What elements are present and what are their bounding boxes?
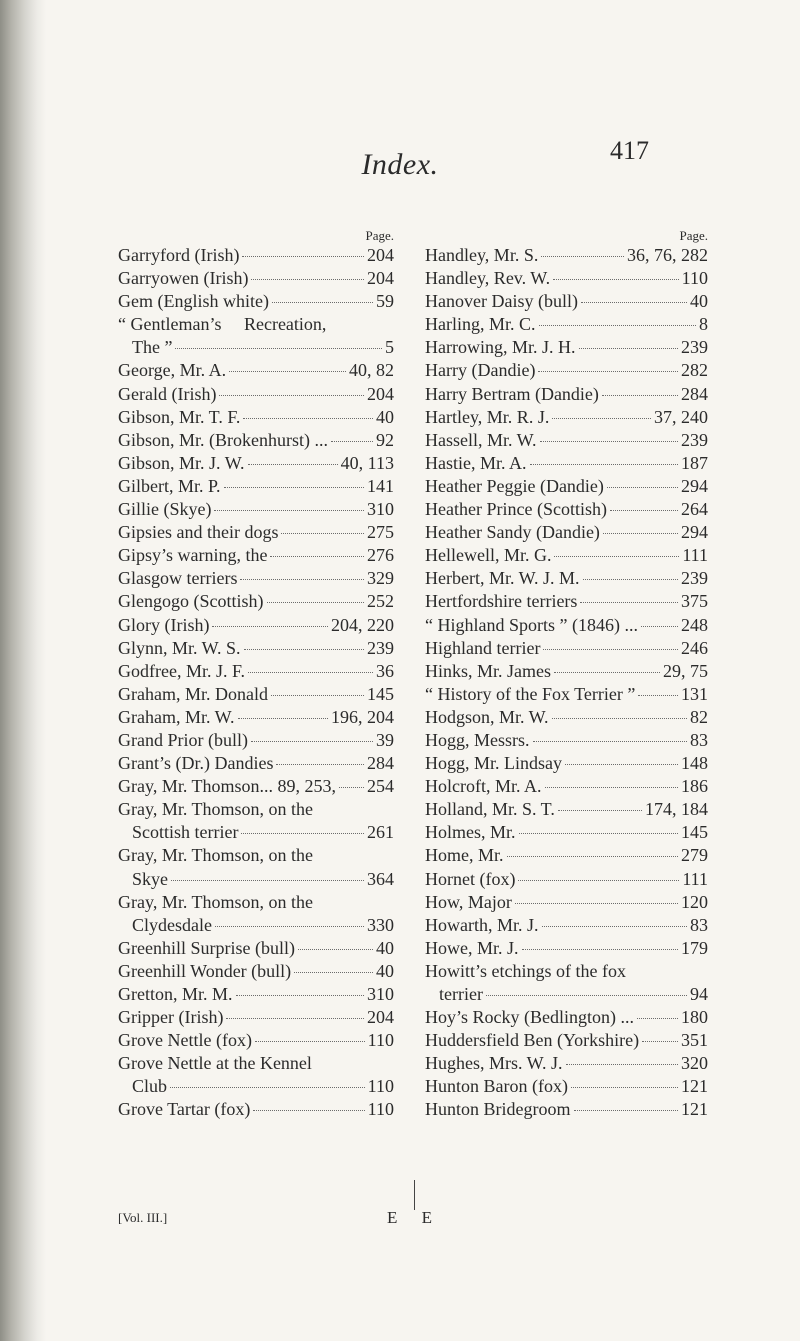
- dot-leader: [580, 602, 678, 603]
- dot-leader: [331, 441, 373, 442]
- index-entry: [425, 452, 708, 475]
- entry-pages: 110: [367, 1099, 394, 1120]
- index-entry: [425, 567, 708, 590]
- dot-leader: [540, 441, 678, 442]
- entry-name: Heather Prince (Scottish): [425, 499, 607, 520]
- entry-name: Hogg, Mr. Lindsay: [425, 753, 562, 774]
- entry-name: Hinks, Mr. James: [425, 660, 551, 681]
- index-entry: [425, 336, 708, 359]
- entry-name: Grove Tartar (fox): [118, 1099, 251, 1120]
- entry-name: Harry (Dandie): [425, 360, 536, 381]
- dot-leader: [175, 348, 382, 349]
- dot-leader: [271, 695, 364, 696]
- entry-pages: 40, 113: [340, 452, 394, 473]
- dot-leader: [571, 1087, 678, 1088]
- index-entry: [118, 567, 394, 590]
- entry-pages: 120: [681, 891, 708, 912]
- entry-name: Glengogo (Scottish): [118, 591, 264, 612]
- entry-pages: 59: [376, 291, 394, 312]
- entry-name: Howitt’s etchings of the fox: [425, 960, 626, 981]
- index-entry: [425, 290, 708, 313]
- index-entry: [118, 614, 394, 637]
- index-entry: [118, 960, 394, 983]
- entry-pages: 284: [367, 753, 394, 774]
- entry-pages: 145: [681, 822, 708, 843]
- dot-leader: [212, 626, 328, 627]
- dot-leader: [574, 1110, 679, 1111]
- entry-name: Greenhill Wonder (bull): [118, 960, 292, 981]
- entry-name: Hughes, Mrs. W. J.: [425, 1053, 563, 1074]
- index-entry: [118, 544, 394, 567]
- dot-leader: [637, 1018, 678, 1019]
- entry-pages: 254: [367, 776, 394, 797]
- entry-name: Hanover Daisy (bull): [425, 291, 578, 312]
- dot-leader: [240, 579, 364, 580]
- dot-leader: [507, 856, 679, 857]
- index-entry: [425, 752, 708, 775]
- index-entry: [118, 1029, 394, 1052]
- dot-leader: [229, 371, 346, 372]
- index-entry: [118, 729, 394, 752]
- dot-leader: [242, 256, 364, 257]
- entry-pages: 121: [681, 1099, 708, 1120]
- entry-pages: 145: [367, 683, 394, 704]
- index-entry: [118, 267, 394, 290]
- entry-pages: 284: [681, 383, 708, 404]
- dot-leader: [541, 256, 624, 257]
- index-column-right: [425, 227, 708, 1122]
- index-entry: [425, 660, 708, 683]
- entry-pages: 320: [681, 1053, 708, 1074]
- index-entry: [118, 660, 394, 683]
- entry-name: Handley, Mr. S.: [425, 245, 539, 265]
- index-entry: [425, 1006, 708, 1029]
- entry-name: Grove Nettle at the Kennel: [118, 1053, 312, 1074]
- entry-name: Hunton Baron (fox): [425, 1076, 568, 1097]
- dot-leader: [248, 672, 373, 673]
- entry-pages: 186: [681, 776, 708, 797]
- dot-leader: [553, 279, 679, 280]
- entry-name: “ Gentleman’s Recreation,: [118, 314, 327, 335]
- entry-name: Garryowen (Irish): [118, 268, 249, 289]
- dot-leader: [255, 1041, 365, 1042]
- entry-pages: 375: [681, 591, 708, 612]
- entry-name: The ”: [132, 337, 173, 358]
- entry-name: Heather Sandy (Dandie): [425, 522, 600, 543]
- index-entry-list: [118, 244, 394, 1122]
- index-entry: [118, 1006, 394, 1029]
- entry-name: Herbert, Mr. W. J. M.: [425, 568, 580, 589]
- index-entry: [118, 798, 394, 844]
- entry-pages: 121: [681, 1076, 708, 1097]
- entry-pages: 110: [367, 1030, 394, 1051]
- index-entry: [425, 614, 708, 637]
- entry-pages: 36: [376, 660, 394, 681]
- entry-name: Holmes, Mr.: [425, 822, 516, 843]
- index-entry: [425, 1052, 708, 1075]
- dot-leader: [538, 371, 678, 372]
- page-column-label: Page.: [365, 228, 394, 243]
- dot-leader: [539, 325, 697, 326]
- entry-name: Godfree, Mr. J. F.: [118, 660, 246, 681]
- dot-leader: [244, 649, 364, 650]
- dot-leader: [530, 464, 679, 465]
- entry-name: Hellewell, Mr. G.: [425, 545, 552, 566]
- dot-leader: [542, 926, 688, 927]
- entry-name: Glynn, Mr. W. S.: [118, 637, 241, 658]
- entry-pages: 239: [367, 637, 394, 658]
- entry-name: Gray, Mr. Thomson... 89, 253,: [118, 776, 336, 797]
- entry-pages: 40: [690, 291, 708, 312]
- index-entry: [425, 798, 708, 821]
- entry-name: Hodgson, Mr. W.: [425, 706, 549, 727]
- entry-pages: 239: [681, 337, 708, 358]
- dot-leader: [533, 741, 687, 742]
- dot-leader: [294, 972, 373, 973]
- index-entry: [118, 521, 394, 544]
- index-entry: [118, 983, 394, 1006]
- entry-pages: 264: [681, 499, 708, 520]
- entry-name: Gripper (Irish): [118, 1007, 224, 1028]
- index-column-left: [118, 227, 394, 1122]
- entry-name: Gipsies and their dogs: [118, 522, 279, 543]
- entry-pages: 94: [690, 984, 708, 1004]
- index-entry: [118, 313, 394, 359]
- dot-leader: [610, 510, 678, 511]
- index-entry: [425, 590, 708, 613]
- entry-pages: 131: [681, 683, 708, 704]
- index-entry: [118, 1098, 394, 1121]
- dot-leader: [214, 510, 364, 511]
- entry-name: Howarth, Mr. J.: [425, 914, 539, 935]
- entry-pages: 8: [699, 314, 708, 335]
- dot-leader: [552, 718, 687, 719]
- dot-leader: [251, 279, 364, 280]
- index-entry: [425, 683, 708, 706]
- entry-name: Glory (Irish): [118, 614, 210, 635]
- dot-leader: [558, 810, 642, 811]
- dot-leader: [251, 741, 373, 742]
- index-entry: [118, 683, 394, 706]
- page-edge-shadow: [0, 0, 46, 1341]
- dot-leader: [170, 1087, 365, 1088]
- entry-pages: 261: [367, 822, 394, 843]
- dot-leader: [253, 1110, 364, 1111]
- entry-pages: 196, 204: [331, 706, 394, 727]
- entry-name: Hoy’s Rocky (Bedlington) ...: [425, 1007, 634, 1028]
- entry-pages: 174, 184: [645, 799, 708, 820]
- entry-name: Holcroft, Mr. A.: [425, 776, 542, 797]
- index-entry: [425, 313, 708, 336]
- index-entry: [425, 498, 708, 521]
- entry-name: Hastie, Mr. A.: [425, 452, 527, 473]
- entry-pages: 279: [681, 845, 708, 866]
- dot-leader: [276, 764, 364, 765]
- index-entry: [425, 383, 708, 406]
- entry-name: Skye: [132, 868, 168, 889]
- entry-pages: 110: [681, 268, 708, 289]
- entry-name: Heather Peggie (Dandie): [425, 475, 604, 496]
- entry-pages: 239: [681, 568, 708, 589]
- entry-name: Huddersfield Ben (Yorkshire): [425, 1030, 640, 1051]
- index-entry: [425, 267, 708, 290]
- entry-name: Gretton, Mr. M.: [118, 984, 233, 1004]
- index-entry: [425, 475, 708, 498]
- dot-leader: [565, 764, 678, 765]
- entry-pages: 40: [376, 960, 394, 981]
- entry-pages: 204: [367, 268, 394, 289]
- entry-pages: 39: [376, 729, 394, 750]
- entry-name: Grant’s (Dr.) Dandies: [118, 753, 274, 774]
- index-entry: [425, 937, 708, 960]
- entry-name: terrier: [439, 984, 483, 1004]
- entry-name: Home, Mr.: [425, 845, 504, 866]
- index-entry: [118, 383, 394, 406]
- index-entry: [118, 844, 394, 890]
- entry-pages: 276: [367, 545, 394, 566]
- dot-leader: [215, 926, 364, 927]
- entry-name: Gerald (Irish): [118, 383, 217, 404]
- entry-pages: 29, 75: [663, 660, 708, 681]
- entry-name: Gilbert, Mr. P.: [118, 475, 221, 496]
- dot-leader: [603, 533, 678, 534]
- index-entry: [425, 706, 708, 729]
- index-entry: [118, 498, 394, 521]
- index-entry: [118, 937, 394, 960]
- entry-pages: 204: [367, 1007, 394, 1028]
- index-entry: [425, 544, 708, 567]
- index-entry: [425, 406, 708, 429]
- entry-pages: 329: [367, 568, 394, 589]
- entry-name: Gipsy’s warning, the: [118, 545, 268, 566]
- entry-name: Gibson, Mr. T. F.: [118, 406, 241, 427]
- page-title: Index.: [361, 148, 439, 181]
- entry-name: Howe, Mr. J.: [425, 937, 519, 958]
- entry-pages: 82: [690, 706, 708, 727]
- entry-name: Hornet (fox): [425, 868, 516, 889]
- index-entry: [425, 960, 708, 1006]
- entry-name: Hassell, Mr. W.: [425, 429, 537, 450]
- dot-leader: [579, 348, 679, 349]
- entry-pages: 141: [367, 475, 394, 496]
- page-column-label: Page.: [679, 228, 708, 243]
- entry-name: Hogg, Messrs.: [425, 729, 530, 750]
- index-entry: [425, 521, 708, 544]
- dot-leader: [554, 556, 679, 557]
- dot-leader: [642, 1041, 678, 1042]
- entry-name: Gibson, Mr. J. W.: [118, 452, 245, 473]
- index-entry: [118, 637, 394, 660]
- entry-pages: 180: [681, 1007, 708, 1028]
- entry-name: Scottish terrier: [132, 822, 239, 843]
- entry-name: Harry Bertram (Dandie): [425, 383, 599, 404]
- entry-name: Gillie (Skye): [118, 499, 212, 520]
- index-entry: [425, 821, 708, 844]
- dot-leader: [270, 556, 364, 557]
- entry-pages: 204: [367, 383, 394, 404]
- index-entry: [425, 868, 708, 891]
- index-entry: [118, 429, 394, 452]
- entry-pages: 111: [682, 868, 708, 889]
- entry-name: Garryford (Irish): [118, 245, 240, 265]
- index-entry: [118, 752, 394, 775]
- entry-name: How, Major: [425, 891, 512, 912]
- entry-name: Gray, Mr. Thomson, on the: [118, 891, 313, 912]
- index-entry: [118, 359, 394, 382]
- entry-pages: 110: [367, 1076, 394, 1097]
- entry-name: Grand Prior (bull): [118, 729, 248, 750]
- dot-leader: [641, 626, 678, 627]
- dot-leader: [224, 487, 364, 488]
- index-entry: [425, 775, 708, 798]
- entry-pages: 36, 76, 282: [627, 245, 708, 265]
- dot-leader: [267, 602, 365, 603]
- entry-name: “ History of the Fox Terrier ”: [425, 683, 636, 704]
- entry-pages: 294: [681, 475, 708, 496]
- index-entry: [118, 290, 394, 313]
- entry-name: Harrowing, Mr. J. H.: [425, 337, 576, 358]
- entry-pages: 310: [367, 499, 394, 520]
- entry-pages: 40: [376, 937, 394, 958]
- index-entry: [425, 729, 708, 752]
- entry-pages: 294: [681, 522, 708, 543]
- dot-leader: [281, 533, 364, 534]
- dot-leader: [171, 880, 364, 881]
- entry-name: Gray, Mr. Thomson, on the: [118, 845, 313, 866]
- entry-name: Clydesdale: [132, 914, 212, 935]
- entry-name: Hunton Bridegroom: [425, 1099, 571, 1120]
- index-entry: [425, 429, 708, 452]
- entry-pages: 37, 240: [654, 406, 708, 427]
- dot-leader: [518, 880, 679, 881]
- index-entry: [118, 475, 394, 498]
- entry-name: “ Highland Sports ” (1846) ...: [425, 614, 638, 635]
- index-entry: [425, 1029, 708, 1052]
- entry-name: Club: [132, 1076, 168, 1097]
- entry-name: Graham, Mr. Donald: [118, 683, 268, 704]
- dot-leader: [554, 672, 660, 673]
- index-entry: [425, 359, 708, 382]
- index-entry: [118, 590, 394, 613]
- index-entry: [425, 844, 708, 867]
- entry-pages: 246: [681, 637, 708, 658]
- dot-leader: [248, 464, 338, 465]
- entry-pages: 364: [367, 868, 394, 889]
- dot-leader: [581, 302, 687, 303]
- dot-leader: [552, 418, 651, 419]
- entry-name: Hartley, Mr. R. J.: [425, 406, 550, 427]
- column-rule: [414, 1180, 415, 1210]
- entry-name: Graham, Mr. W.: [118, 706, 235, 727]
- index-entry: [425, 1075, 708, 1098]
- entry-pages: 111: [682, 545, 708, 566]
- index-entry: [118, 1052, 394, 1098]
- dot-leader: [339, 787, 364, 788]
- entry-name: Greenhill Surprise (bull): [118, 937, 295, 958]
- entry-name: Handley, Rev. W.: [425, 268, 551, 289]
- entry-name: Holland, Mr. S. T.: [425, 799, 555, 820]
- index-entry: [425, 637, 708, 660]
- dot-leader: [545, 787, 679, 788]
- signature-mark: E E: [387, 1208, 443, 1227]
- index-entry: [118, 891, 394, 937]
- entry-pages: 5: [385, 337, 394, 358]
- dot-leader: [519, 833, 678, 834]
- entry-name: Glasgow terriers: [118, 568, 238, 589]
- dot-leader: [638, 695, 678, 696]
- entry-pages: 330: [367, 914, 394, 935]
- index-entry: [118, 244, 394, 267]
- dot-leader: [566, 1064, 678, 1065]
- index-entry: [425, 914, 708, 937]
- dot-leader: [241, 833, 364, 834]
- dot-leader: [243, 418, 373, 419]
- index-entry: [118, 775, 394, 798]
- dot-leader: [583, 579, 679, 580]
- entry-pages: 83: [690, 914, 708, 935]
- index-entry: [425, 244, 708, 267]
- dot-leader: [486, 995, 687, 996]
- entry-name: George, Mr. A.: [118, 360, 227, 381]
- entry-pages: 239: [681, 429, 708, 450]
- entry-pages: 40, 82: [349, 360, 394, 381]
- dot-leader: [602, 395, 678, 396]
- dot-leader: [272, 302, 373, 303]
- entry-pages: 204, 220: [331, 614, 394, 635]
- dot-leader: [515, 903, 678, 904]
- entry-name: Hertfordshire terriers: [425, 591, 578, 612]
- index-entry-list: [425, 244, 708, 1122]
- entry-pages: 187: [681, 452, 708, 473]
- entry-name: Gem (English white): [118, 291, 269, 312]
- dot-leader: [607, 487, 678, 488]
- entry-name: Gibson, Mr. (Brokenhurst) ...: [118, 429, 328, 450]
- entry-pages: 40: [376, 406, 394, 427]
- entry-pages: 310: [367, 984, 394, 1004]
- dot-leader: [543, 649, 678, 650]
- dot-leader: [522, 949, 679, 950]
- dot-leader: [219, 395, 364, 396]
- volume-label: [Vol. III.]: [118, 1210, 168, 1225]
- entry-name: Harling, Mr. C.: [425, 314, 536, 335]
- entry-pages: 204: [367, 245, 394, 265]
- index-entry: [425, 1098, 708, 1121]
- index-entry: [118, 706, 394, 729]
- entry-pages: 248: [681, 614, 708, 635]
- entry-pages: 282: [681, 360, 708, 381]
- entry-name: Gray, Mr. Thomson, on the: [118, 799, 313, 820]
- dot-leader: [238, 718, 329, 719]
- index-entry: [118, 406, 394, 429]
- entry-pages: 275: [367, 522, 394, 543]
- entry-name: Grove Nettle (fox): [118, 1030, 252, 1051]
- entry-pages: 179: [681, 937, 708, 958]
- entry-pages: 351: [681, 1030, 708, 1051]
- dot-leader: [236, 995, 365, 996]
- entry-pages: 92: [376, 429, 394, 450]
- dot-leader: [298, 949, 373, 950]
- index-entry: [118, 452, 394, 475]
- dot-leader: [226, 1018, 364, 1019]
- entry-pages: 148: [681, 753, 708, 774]
- page-number: 417: [610, 136, 649, 165]
- index-entry: [425, 891, 708, 914]
- entry-name: Highland terrier: [425, 637, 541, 658]
- entry-pages: 252: [367, 591, 394, 612]
- entry-pages: 83: [690, 729, 708, 750]
